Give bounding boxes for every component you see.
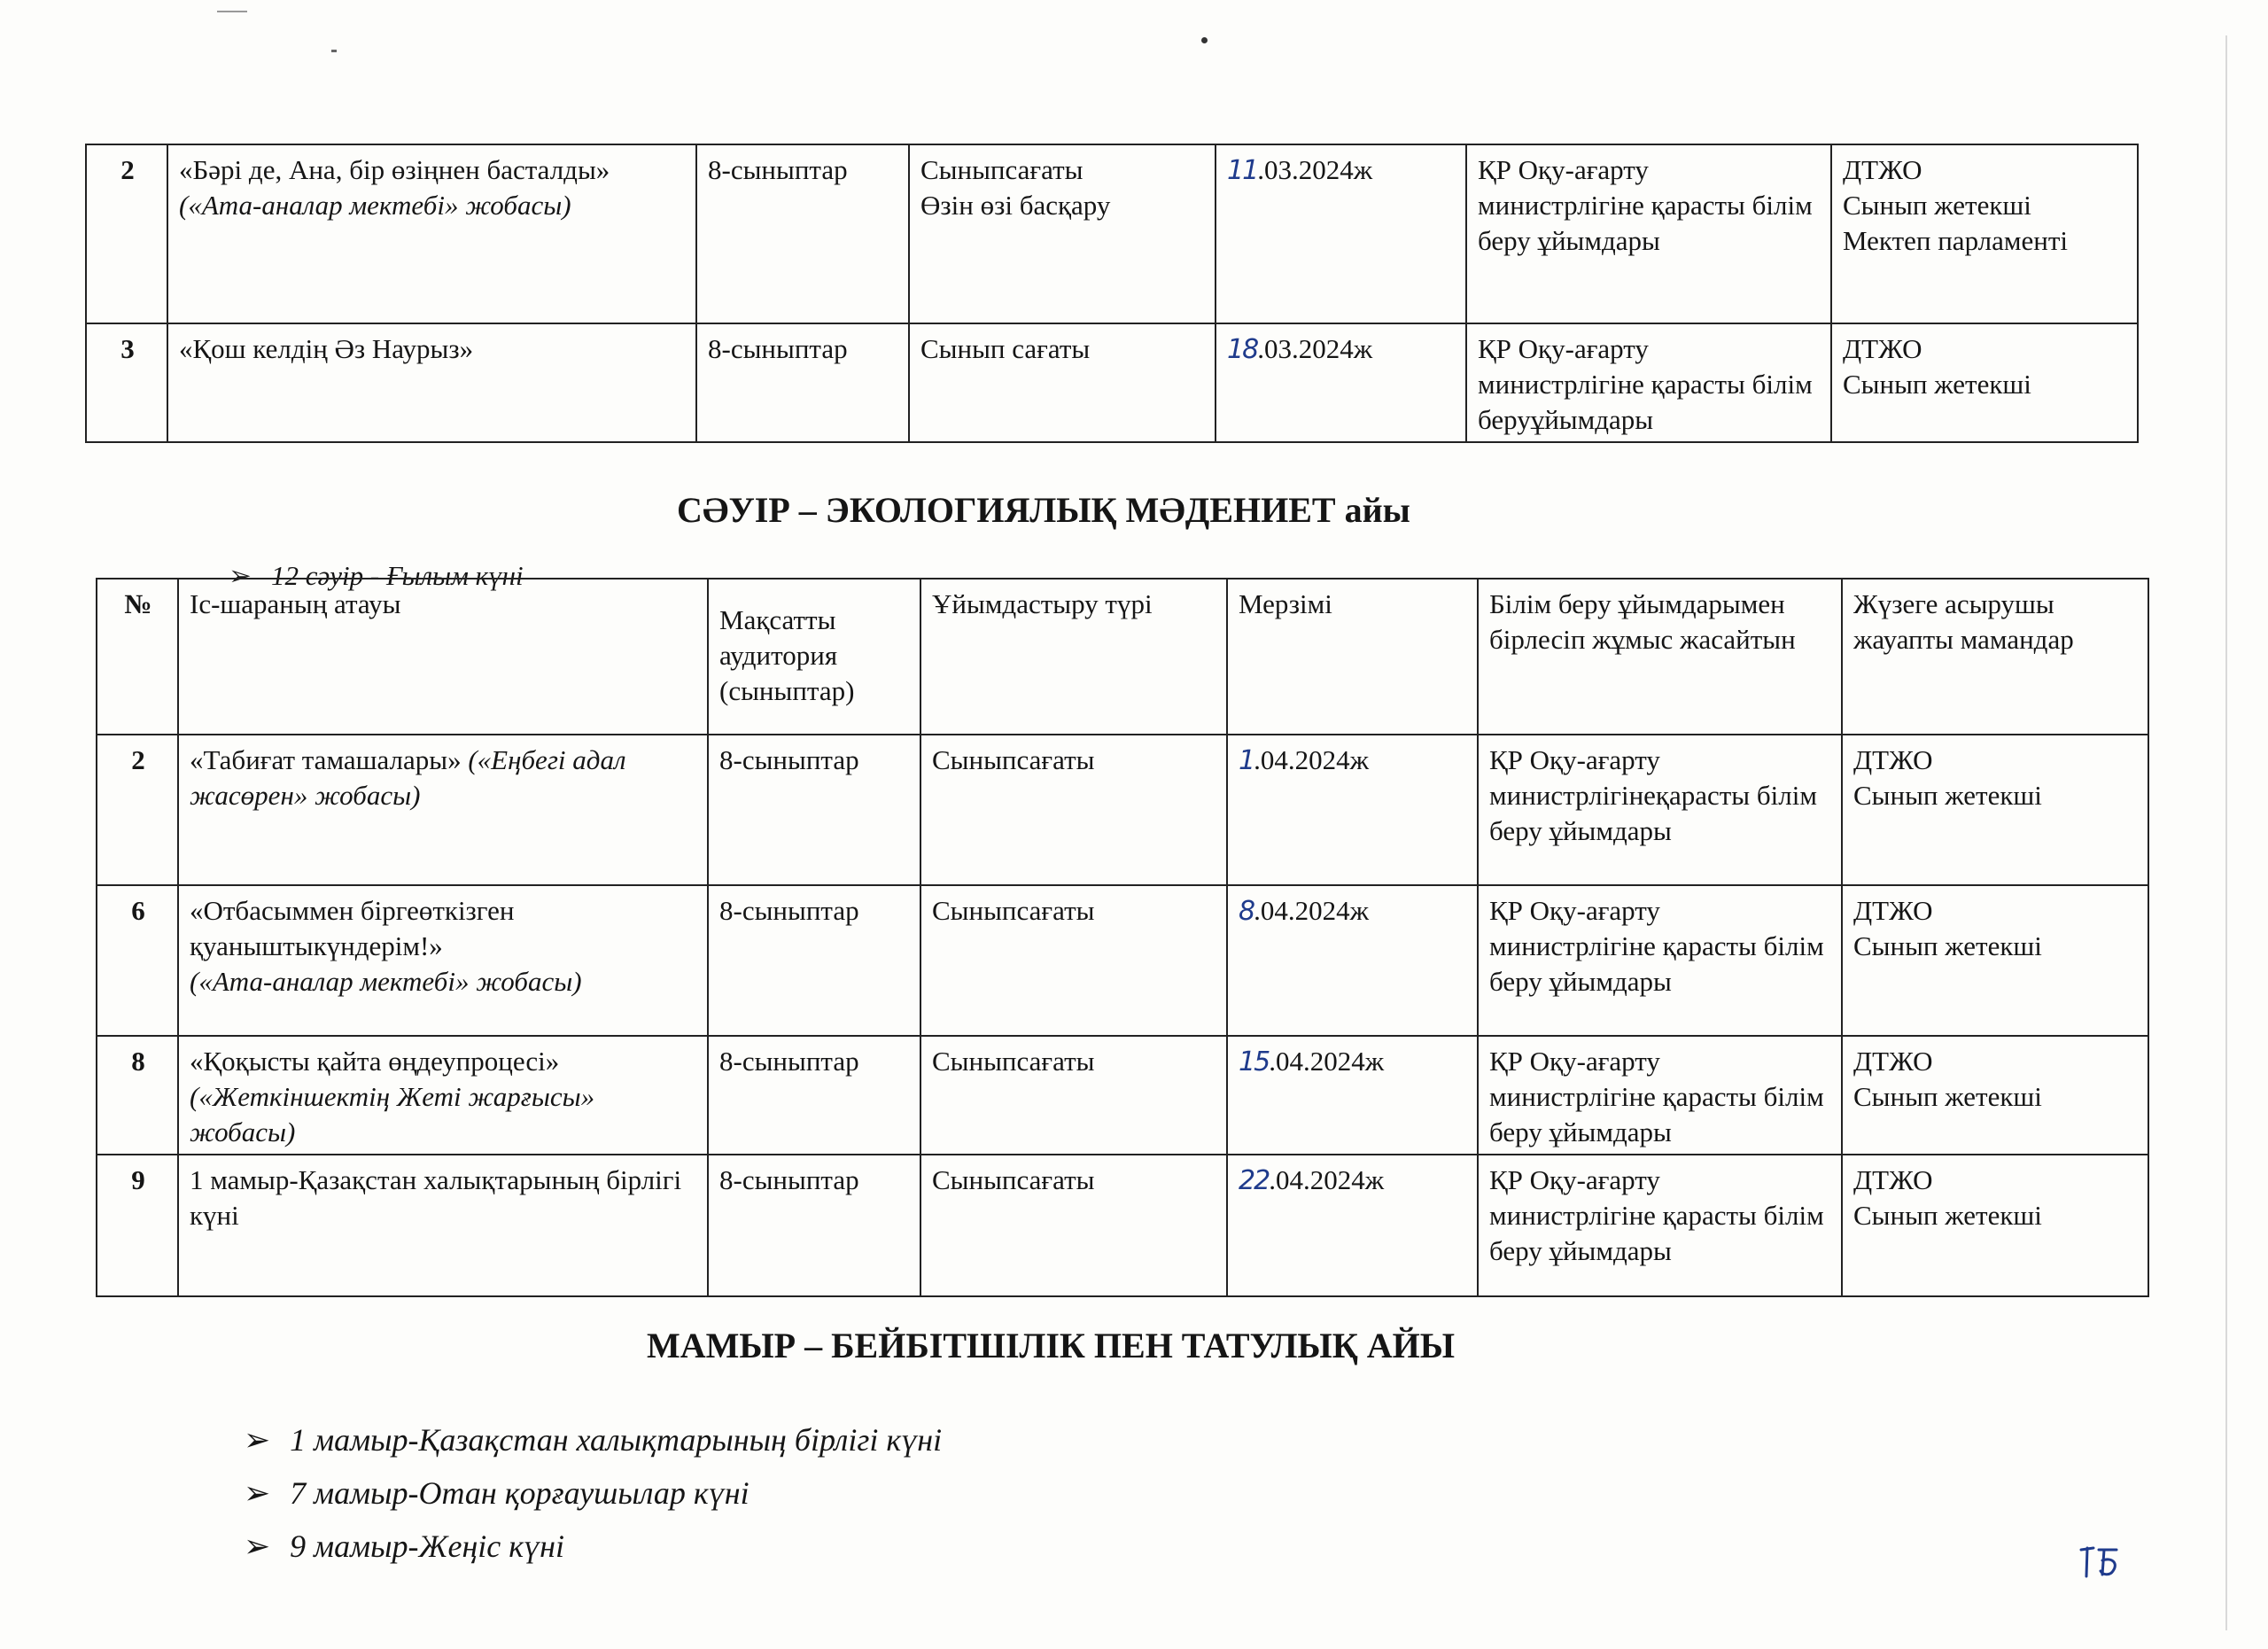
responsible-line: Сынып жетекші xyxy=(1853,1200,2042,1231)
row-number: 2 xyxy=(86,144,167,323)
audience: 8-сыныптар xyxy=(708,1036,920,1155)
organization-form: Сыныпсағаты xyxy=(920,1036,1227,1155)
arrowhead-bullet-icon: ➢ xyxy=(244,1528,271,1564)
date-suffix: .03.2024ж xyxy=(1257,154,1373,185)
note-text: 1 мамыр-Қазақстан халықтарының бірлігі күні xyxy=(290,1422,943,1458)
may-heading: МАМЫР – БЕЙБІТШІЛІК ПЕН ТАТУЛЫҚ АЙЫ xyxy=(647,1326,1455,1365)
audience: 8-сыныптар xyxy=(696,144,909,323)
handwritten-day: 1 xyxy=(1239,745,1254,776)
table-row xyxy=(86,323,2138,442)
responsible-staff xyxy=(1831,144,2138,323)
header-audience: Мақсатты аудитория (сыныптар) xyxy=(708,579,920,735)
header-date: Мерзімі xyxy=(1227,579,1478,735)
organization-form: Сыныпсағаты xyxy=(920,885,1227,1036)
event-project: («Ата-аналар мектебі» жобасы) xyxy=(179,190,571,221)
header-title: Іс-шараның атауы xyxy=(178,579,708,735)
handwritten-day: 22 xyxy=(1239,1165,1270,1196)
responsible-line: ДТЖО xyxy=(1853,744,1933,775)
form-line: Сынып сағаты xyxy=(920,333,1091,364)
date-suffix: .03.2024ж xyxy=(1257,333,1373,364)
handwritten-day: 18 xyxy=(1227,334,1258,365)
event-title-cell xyxy=(167,144,696,323)
row-number: 2 xyxy=(97,735,178,885)
row-number: 9 xyxy=(97,1155,178,1296)
responsible-staff xyxy=(1842,885,2148,1036)
responsible-line: Сынып жетекші xyxy=(1843,190,2031,221)
responsible-line: ДТЖО xyxy=(1853,1046,1933,1077)
responsible-line: Сынып жетекші xyxy=(1843,369,2031,400)
audience: 8-сыныптар xyxy=(708,735,920,885)
note-text: 12 сәуір - Ғылым күні xyxy=(270,560,524,591)
scan-dash xyxy=(217,11,247,12)
event-title-cell xyxy=(167,323,696,442)
april-events-table xyxy=(96,578,2149,1297)
handwritten-day: 15 xyxy=(1239,1046,1270,1077)
arrowhead-bullet-icon: ➢ xyxy=(244,1475,271,1511)
partner-organizations: ҚР Оқу-ағарту министрлігіне қарасты білім беру ұйымдары xyxy=(1478,1036,1842,1155)
responsible-line: Мектеп парламенті xyxy=(1843,225,2069,256)
header-partner: Білім беру ұйымдарымен бірлесіп жұмыс жасайтын xyxy=(1478,579,1842,735)
event-date xyxy=(1227,1155,1478,1296)
date-suffix: .04.2024ж xyxy=(1269,1164,1385,1195)
arrowhead-bullet-icon: ➢ xyxy=(244,1422,271,1458)
audience: 8-сыныптар xyxy=(708,1155,920,1296)
event-title-cell xyxy=(178,1036,708,1155)
partner-organizations: ҚР Оқу-ағарту министрлігінеқарасты білім беру ұйымдары xyxy=(1478,735,1842,885)
arrowhead-bullet-icon: ➢ xyxy=(229,560,252,591)
note-text: 9 мамыр-Жеңіс күні xyxy=(290,1528,564,1564)
audience: 8-сыныптар xyxy=(696,323,909,442)
event-title: «Қош келдің Әз Наурыз» xyxy=(179,333,474,364)
responsible-line: Сынып жетекші xyxy=(1853,780,2042,811)
organization-form: Сыныпсағаты xyxy=(920,1155,1227,1296)
event-title: «Отбасыммен біргеөткізген қуаныштыкүндерім!» xyxy=(190,895,515,961)
table-row xyxy=(97,735,2148,885)
event-title-cell xyxy=(178,885,708,1036)
responsible-staff xyxy=(1842,735,2148,885)
responsible-line: Сынып жетекші xyxy=(1853,930,2042,961)
event-title: «Бәрі де, Ана, бір өзіңнен басталды» xyxy=(179,154,610,185)
partner-organizations: ҚР Оқу-ағарту министрлігіне қарасты білім беруұйымдары xyxy=(1466,323,1831,442)
partner-organizations: ҚР Оқу-ағарту министрлігіне қарасты білім беру ұйымдары xyxy=(1466,144,1831,323)
responsible-line: Сынып жетекші xyxy=(1853,1081,2042,1112)
event-title: «Қоқысты қайта өңдеупроцесі» xyxy=(190,1046,560,1077)
responsible-line: ДТЖО xyxy=(1853,895,1933,926)
table-row xyxy=(97,1155,2148,1296)
row-number: 6 xyxy=(97,885,178,1036)
header-responsible: Жүзеге асырушы жауапты мамандар xyxy=(1842,579,2148,735)
date-suffix: .04.2024ж xyxy=(1254,895,1370,926)
may-note xyxy=(244,1474,750,1512)
handwritten-day: 8 xyxy=(1239,896,1254,927)
event-project: («Ата-аналар мектебі» жобасы) xyxy=(190,966,582,997)
header-num: № xyxy=(97,579,178,735)
row-number: 8 xyxy=(97,1036,178,1155)
responsible-line: ДТЖО xyxy=(1843,154,1922,185)
partner-organizations: ҚР Оқу-ағарту министрлігіне қарасты білім беру ұйымдары xyxy=(1478,885,1842,1036)
event-title: 1 мамыр-Қазақстан халықтарының бірлігі күні xyxy=(190,1164,682,1231)
responsible-line: ДТЖО xyxy=(1843,333,1922,364)
event-date xyxy=(1227,885,1478,1036)
scan-dash xyxy=(331,50,337,52)
event-date xyxy=(1227,1036,1478,1155)
responsible-line: ДТЖО xyxy=(1853,1164,1933,1195)
event-title: «Табиғат тамашалары» xyxy=(190,744,462,775)
form-line: Өзін өзі басқару xyxy=(920,190,1111,221)
may-note xyxy=(244,1528,564,1565)
date-suffix: .04.2024ж xyxy=(1269,1046,1385,1077)
handwritten-day: 11 xyxy=(1227,155,1258,186)
form-line: Сыныпсағаты xyxy=(920,154,1084,185)
audience: 8-сыныптар xyxy=(708,885,920,1036)
table-row xyxy=(97,885,2148,1036)
organization-form xyxy=(909,323,1216,442)
date-suffix: .04.2024ж xyxy=(1254,744,1370,775)
responsible-staff xyxy=(1842,1155,2148,1296)
responsible-staff xyxy=(1831,323,2138,442)
event-date xyxy=(1216,144,1466,323)
responsible-staff xyxy=(1842,1036,2148,1155)
header-form: Ұйымдастыру түрі xyxy=(920,579,1227,735)
event-project: («Еңбегі адал жасөрен» жобасы) xyxy=(190,744,626,811)
organization-form xyxy=(909,144,1216,323)
april-heading: СӘУІР – ЭКОЛОГИЯЛЫҚ МӘДЕНИЕТ айы xyxy=(677,490,1410,530)
event-title-cell xyxy=(178,735,708,885)
signature-icon xyxy=(2078,1537,2122,1582)
may-note xyxy=(244,1421,942,1458)
note-text: 7 мамыр-Отан қорғаушылар күні xyxy=(290,1475,750,1511)
event-date xyxy=(1216,323,1466,442)
organization-form: Сыныпсағаты xyxy=(920,735,1227,885)
event-date xyxy=(1227,735,1478,885)
row-number: 3 xyxy=(86,323,167,442)
event-title-cell xyxy=(178,1155,708,1296)
march-events-table xyxy=(85,144,2139,443)
table-row xyxy=(86,144,2138,323)
event-project: («Жеткіншектің Жеті жарғысы» жобасы) xyxy=(190,1081,595,1147)
table-header-row xyxy=(97,579,2148,735)
table-row xyxy=(97,1036,2148,1155)
partner-organizations: ҚР Оқу-ағарту министрлігіне қарасты білім беру ұйымдары xyxy=(1478,1155,1842,1296)
scan-edge-line xyxy=(2225,35,2227,1630)
scan-dot xyxy=(1201,37,1208,43)
